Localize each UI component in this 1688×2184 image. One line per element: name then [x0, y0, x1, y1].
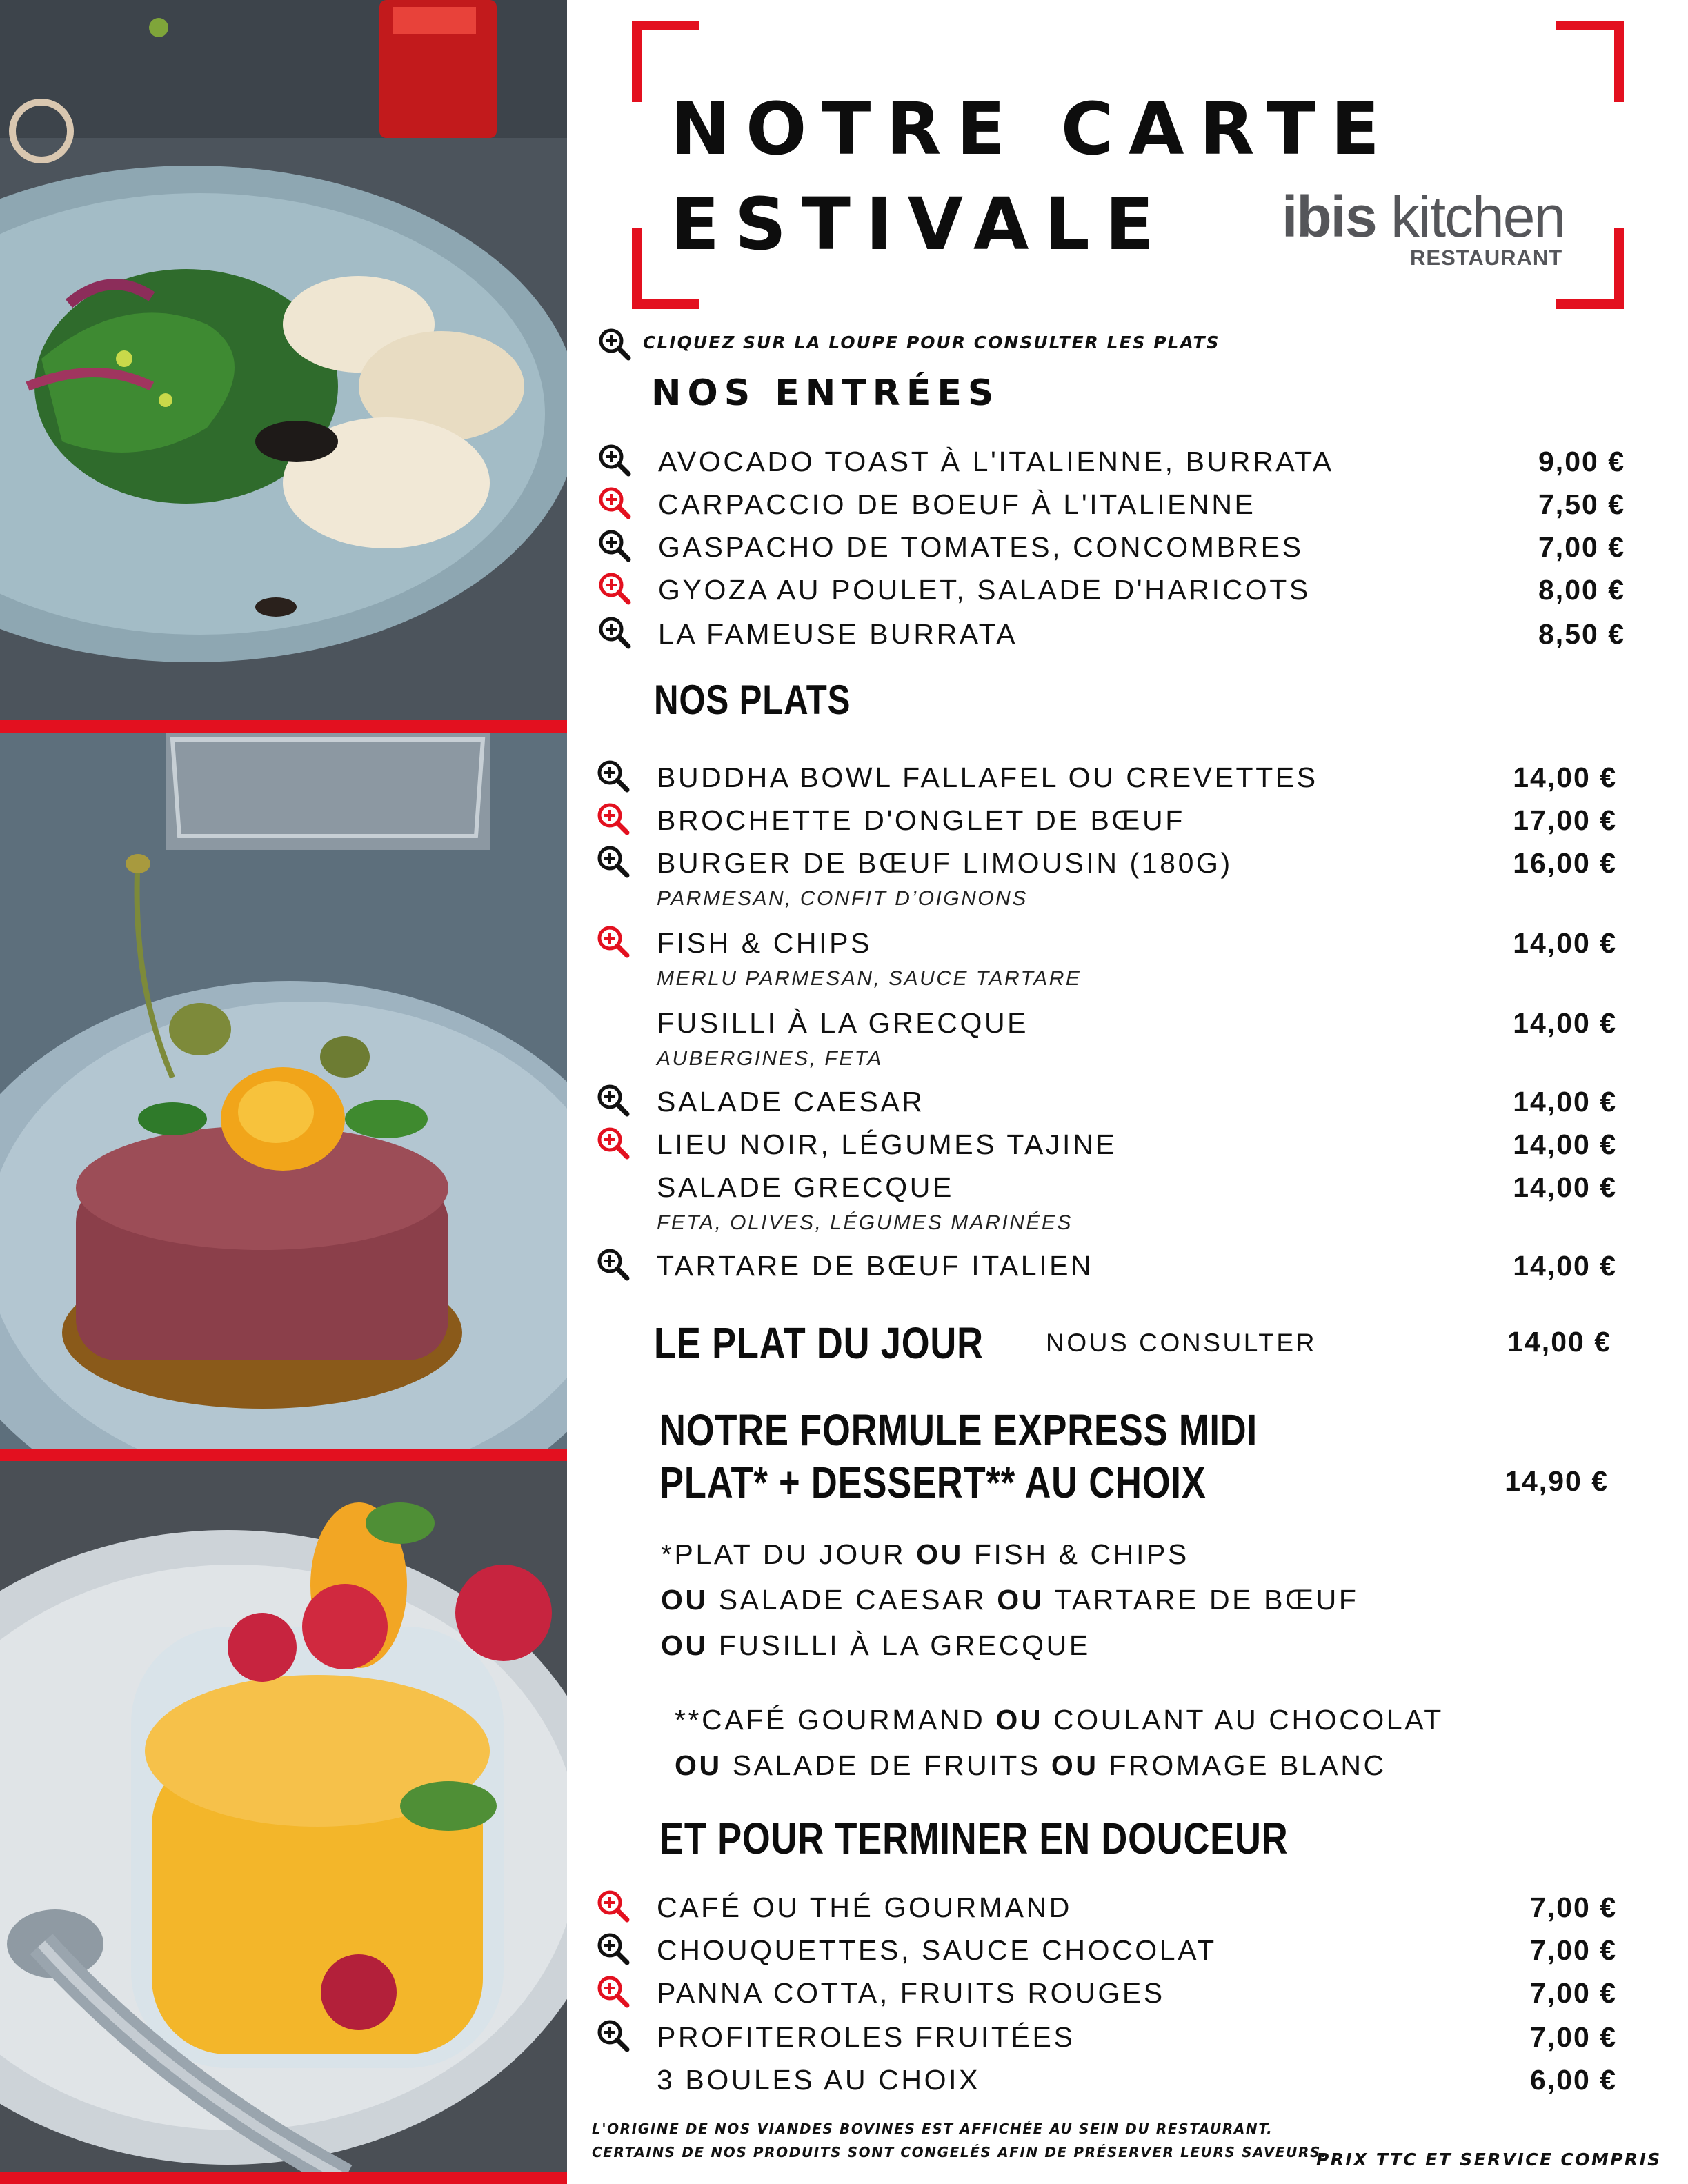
zoom-in-icon[interactable] [596, 2018, 630, 2053]
formule-price: 14,90 € [1505, 1465, 1609, 1497]
zoom-in-icon[interactable] [596, 759, 630, 793]
menu-item-price: 7,50 € [1538, 488, 1625, 520]
zoom-in-icon-red[interactable] [597, 486, 632, 520]
menu-item-name: FISH & CHIPS [657, 927, 873, 959]
menu-item-name: FUSILLI À LA GRECQUE [657, 1007, 1029, 1039]
menu-item-price: 9,00 € [1538, 446, 1625, 477]
menu-item-description: AUBERGINES, FETA [657, 1047, 883, 1070]
menu-item-name: AVOCADO TOAST À L'ITALIENNE, BURRATA [658, 446, 1334, 477]
menu-item-price: 17,00 € [1513, 804, 1617, 836]
menu-item-name: 3 BOULES AU CHOIX [657, 2064, 981, 2096]
menu-item-price: 16,00 € [1513, 847, 1617, 879]
photo-divider [0, 720, 567, 733]
formule-heading-1: NOTRE FORMULE EXPRESS MIDI [659, 1405, 1258, 1455]
formule-plat-line: OU SALADE CAESAR OU TARTARE DE BŒUF [661, 1584, 1359, 1616]
menu-item-price: 8,50 € [1538, 618, 1625, 650]
page-title-line2: ESTIVALE [671, 182, 1169, 266]
brand-logo [1282, 183, 1585, 270]
page-title-line1: NOTRE CARTE [671, 87, 1395, 171]
section-heading-desserts: ET POUR TERMINER EN DOUCEUR [659, 1814, 1289, 1863]
photo-fruit-dessert [0, 1461, 567, 2184]
menu-item-price: 14,00 € [1513, 762, 1617, 793]
brand-subtitle: RESTAURANT [1410, 246, 1563, 270]
zoom-in-icon-red[interactable] [596, 1889, 630, 1923]
zoom-in-icon-red[interactable] [596, 1126, 630, 1160]
menu-item-name: PROFITEROLES FRUITÉES [657, 2021, 1075, 2053]
menu-item-name: LIEU NOIR, LÉGUMES TAJINE [657, 1129, 1118, 1160]
zoom-in-icon-red[interactable] [597, 571, 632, 606]
menu-item-price: 6,00 € [1530, 2064, 1617, 2096]
menu-item-name: TARTARE DE BŒUF ITALIEN [657, 1250, 1094, 1282]
plat-du-jour-price: 14,00 € [1507, 1326, 1611, 1358]
plat-du-jour-note: NOUS CONSULTER [1046, 1329, 1318, 1357]
frame-corner-top-right [1556, 21, 1624, 102]
menu-item-name: BUDDHA BOWL FALLAFEL OU CREVETTES [657, 762, 1318, 793]
zoom-in-icon-red[interactable] [596, 802, 630, 836]
plat-du-jour-heading: LE PLAT DU JOUR [654, 1318, 984, 1368]
formule-heading-2: PLAT* + DESSERT** AU CHOIX [659, 1458, 1207, 1507]
footnote-origin: L'ORIGINE DE NOS VIANDES BOVINES EST AFFICHÉE AU SEIN DU RESTAURANT. [592, 2121, 1273, 2137]
photo-beef-tartare [0, 733, 567, 1449]
brand-name [1282, 183, 1585, 250]
menu-item-name: BROCHETTE D'ONGLET DE BŒUF [657, 804, 1185, 836]
menu-item-name: SALADE CAESAR [657, 1086, 925, 1118]
menu-item-price: 7,00 € [1530, 2021, 1617, 2053]
menu-item-price: 7,00 € [1530, 1892, 1617, 1923]
menu-item-price: 7,00 € [1538, 531, 1625, 563]
menu-item-price: 14,00 € [1513, 1007, 1617, 1039]
menu-item-price: 7,00 € [1530, 1934, 1617, 1966]
zoom-in-icon[interactable] [597, 327, 632, 361]
menu-item-name: BURGER DE BŒUF LIMOUSIN (180G) [657, 847, 1233, 879]
menu-item-price: 8,00 € [1538, 574, 1625, 606]
formule-plat-line: *PLAT DU JOUR OU FISH & CHIPS [661, 1538, 1189, 1570]
brand-name-bold: ibis [1282, 184, 1376, 249]
zoom-in-icon-red[interactable] [596, 924, 630, 959]
photo-divider [0, 1449, 567, 1461]
menu-item-name: LA FAMEUSE BURRATA [658, 618, 1018, 650]
zoom-in-icon[interactable] [597, 443, 632, 477]
zoom-in-icon[interactable] [597, 528, 632, 563]
photo-gyoza-salad [0, 0, 567, 727]
menu-item-name: CARPACCIO DE BOEUF À L'ITALIENNE [658, 488, 1256, 520]
hint-text: CLIQUEZ SUR LA LOUPE POUR CONSULTER LES PLATS [643, 332, 1220, 353]
footnote-frozen: CERTAINS DE NOS PRODUITS SONT CONGELÉS AFIN DE PRÉSERVER LEURS SAVEURS. [592, 2144, 1328, 2161]
formule-dessert-line: OU SALADE DE FRUITS OU FROMAGE BLANC [675, 1749, 1387, 1781]
zoom-in-icon-red[interactable] [596, 1974, 630, 2009]
menu-item-price: 14,00 € [1513, 927, 1617, 959]
menu-item-description: PARMESAN, CONFIT D’OIGNONS [657, 887, 1028, 910]
zoom-in-icon[interactable] [596, 1083, 630, 1118]
menu-item-price: 14,00 € [1513, 1250, 1617, 1282]
section-heading-plats: NOS PLATS [654, 677, 851, 723]
photo-divider [0, 2172, 567, 2184]
menu-item-price: 14,00 € [1513, 1086, 1617, 1118]
menu-item-name: GYOZA AU POULET, SALADE D'HARICOTS [658, 574, 1311, 606]
zoom-in-icon[interactable] [597, 615, 632, 650]
section-heading-entrees: NOS ENTRÉES [651, 373, 1000, 414]
menu-item-name: PANNA COTTA, FRUITS ROUGES [657, 1977, 1165, 2009]
menu-item-name: SALADE GRECQUE [657, 1171, 954, 1203]
menu-item-name: CHOUQUETTES, SAUCE CHOCOLAT [657, 1934, 1217, 1966]
menu-item-name: CAFÉ OU THÉ GOURMAND [657, 1892, 1072, 1923]
menu-item-description: MERLU PARMESAN, SAUCE TARTARE [657, 967, 1082, 990]
footer-prices-note: PRIX TTC ET SERVICE COMPRIS [1316, 2150, 1662, 2170]
menu-item-price: 7,00 € [1530, 1977, 1617, 2009]
zoom-in-icon[interactable] [596, 1247, 630, 1282]
formule-dessert-line: **CAFÉ GOURMAND OU COULANT AU CHOCOLAT [675, 1704, 1444, 1736]
menu-item-description: FETA, OLIVES, LÉGUMES MARINÉES [657, 1211, 1073, 1234]
menu-item-price: 14,00 € [1513, 1171, 1617, 1203]
menu-item-price: 14,00 € [1513, 1129, 1617, 1160]
zoom-in-icon[interactable] [596, 844, 630, 879]
menu-item-name: GASPACHO DE TOMATES, CONCOMBRES [658, 531, 1304, 563]
zoom-in-icon[interactable] [596, 1932, 630, 1966]
brand-name-rest: kitchen [1376, 184, 1565, 249]
formule-plat-line: OU FUSILLI À LA GRECQUE [661, 1629, 1091, 1661]
